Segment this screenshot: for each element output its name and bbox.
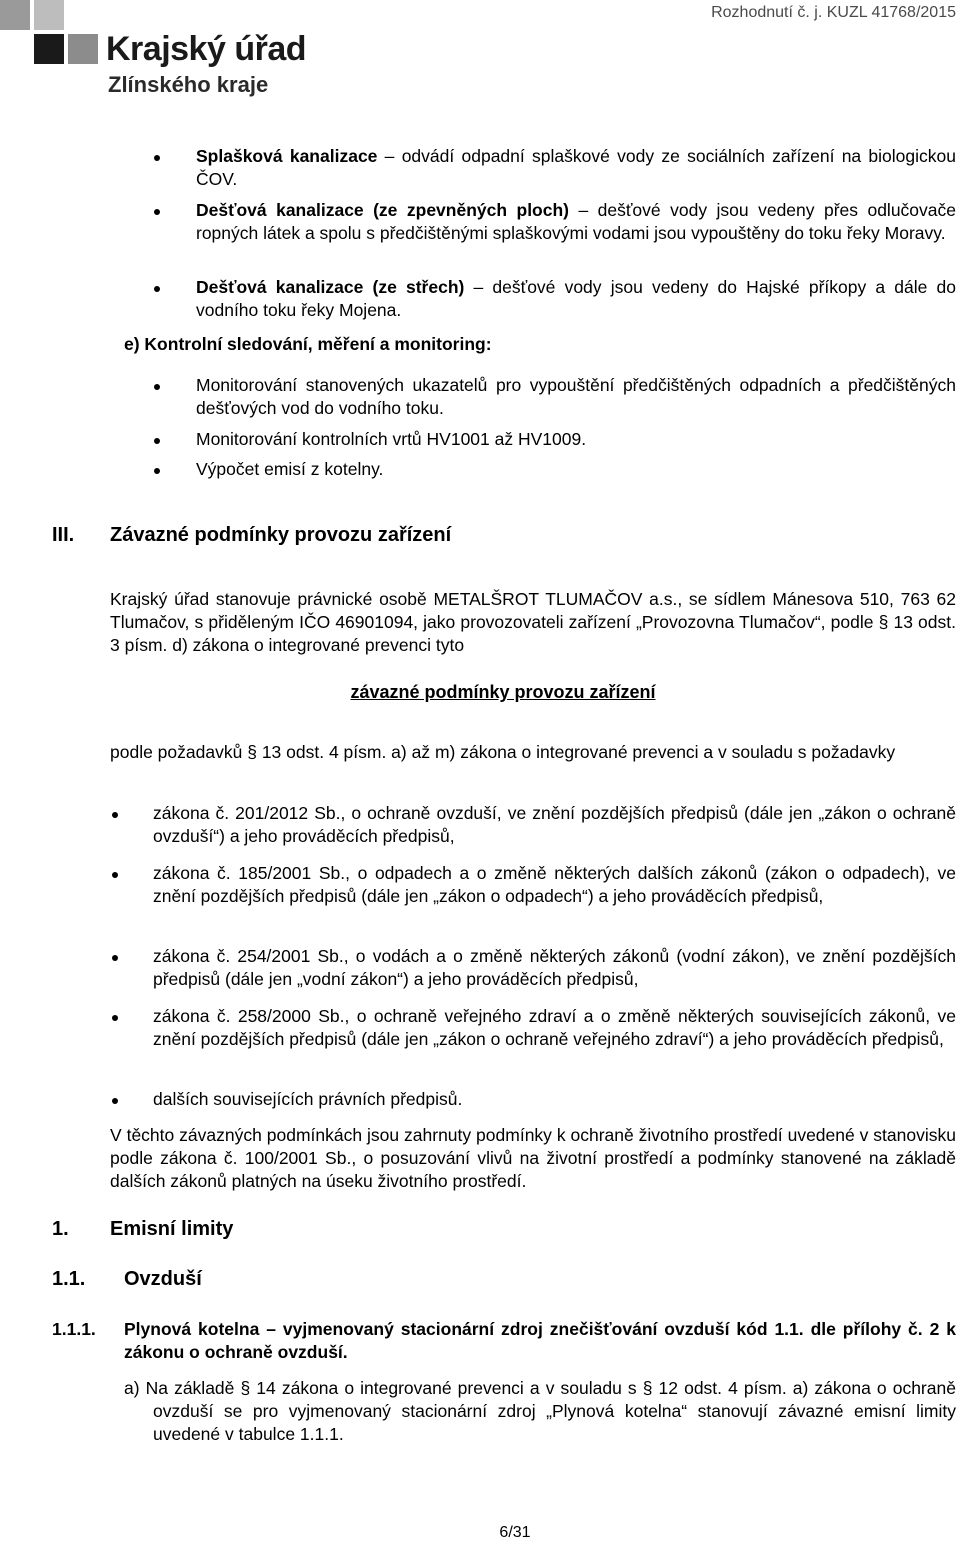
- page-number: 6/31: [499, 1524, 531, 1541]
- section-1-1-number: 1.1.: [52, 1268, 86, 1290]
- section-iii-title: Závazné podmínky provozu zařízení: [110, 524, 452, 546]
- logo-subtitle: Zlínského kraje: [108, 72, 269, 97]
- list-item: Dešťová kanalizace (ze střech) – dešťové vody jsou vedeny do Hajské příkopy a dále do vodního toku řeky Mojena.: [196, 277, 956, 320]
- bullet-icon: [112, 1098, 118, 1104]
- bullet-icon: [112, 1015, 118, 1021]
- bullet-icon: [154, 209, 160, 215]
- logo-title: Krajský úřad: [106, 30, 306, 68]
- logo-square-grey: [68, 34, 98, 64]
- law-item: dalších souvisejících právních předpisů.: [153, 1089, 463, 1109]
- section-sign-icon: §: [878, 612, 889, 632]
- section-sign-icon: §: [240, 1378, 251, 1398]
- bullet-icon: [112, 812, 118, 818]
- section-iii-number: III.: [52, 524, 75, 546]
- section-1-1-1-title: Plynová kotelna – vyjmenovaný stacionární zdroj znečišťování ovzduší kód 1.1. dle přílohy č. 2 k zákonu o ochraně ovzduší.: [124, 1319, 956, 1362]
- law-item: zákona č. 254/2001 Sb., o vodách a o změně některých zákonů (vodní zákon), ve znění pozdějších předpisů (dále jen „vodní zákon“) a jeho prováděcích předpisů,: [153, 946, 956, 989]
- bullet-icon: [154, 384, 160, 390]
- bullet-icon: [154, 438, 160, 444]
- section-sign-icon: §: [642, 1378, 653, 1398]
- closing-paragraph: V těchto závazných podmínkách jsou zahrnuty podmínky k ochraně životního prostředí uvedené v stanovisku podle zákona č. 100/2001 Sb., o posuzování vlivů na životní prostředí a podmínky stanovené na základě dalších zákonů platných na úseku životního prostředí.: [110, 1125, 956, 1191]
- bullet-icon: [112, 955, 118, 961]
- section-iii-intro: Krajský úřad stanovuje právnické osobě METALŠROT TLUMAČOV a.s., se sídlem Mánesova 510, 763 62 Tlumačov, s přiděleným IČO 46901094, jako provozovateli zařízení „Provozovna Tlumačov“, podle § 13 odst. 3 písm. d) zákona o integrované prevenci tyto: [110, 589, 956, 655]
- law-item: zákona č. 201/2012 Sb., o ochraně ovzduší, ve znění pozdějších předpisů (dále jen „zákon o ochraně ovzduší“) a jeho prováděcích předpisů,: [153, 803, 956, 846]
- list-item: Dešťová kanalizace (ze zpevněných ploch) – dešťové vody jsou vedeny přes odlučovače ropných látek a spolu s předčištěnými splaškovými vodami jsou vypouštěny do toku řeky Moravy.: [196, 200, 956, 243]
- law-item: zákona č. 258/2000 Sb., o ochraně veřejného zdraví a o změně některých souvisejících zákonů, ve znění pozdějších předpisů (dále jen „zákon o ochraně veřejného zdraví“) a jeho prováděcích předpisů,: [153, 1006, 956, 1049]
- conditions-heading: závazné podmínky provozu zařízení: [350, 682, 656, 702]
- law-item: zákona č. 185/2001 Sb., o odpadech a o změně některých dalších zákonů (zákon o odpadech), ve znění pozdějších předpisů (dále jen „zákon o odpadech“) a jeho prováděcích předpisů,: [153, 863, 956, 906]
- logo: [0, 0, 320, 100]
- logo-square-dark: [34, 34, 64, 64]
- bullet-icon: [154, 468, 160, 474]
- section-e-heading: e) Kontrolní sledování, měření a monitoring:: [124, 334, 492, 354]
- section-1-title: Emisní limity: [110, 1218, 234, 1240]
- section-1-1-1-number: 1.1.1.: [52, 1319, 96, 1339]
- section-1-1-title: Ovzduší: [124, 1268, 202, 1290]
- document-reference: Rozhodnutí č. j. KUZL 41768/2015: [711, 4, 956, 21]
- bullet-icon: [154, 286, 160, 292]
- bullet-icon: [154, 155, 160, 161]
- bullet-icon: [112, 872, 118, 878]
- logo-square-mid: [34, 0, 64, 30]
- section-1-number: 1.: [52, 1218, 69, 1240]
- requirements-paragraph: podle požadavků § 13 odst. 4 písm. a) až m) zákona o integrované prevenci a v souladu s požadavky: [110, 742, 896, 762]
- item-a: a) Na základě § 14 zákona o integrované prevenci a v souladu s § 12 odst. 4 písm. a) zákona o ochraně ovzduší se pro vyjmenovaný stacionární zdroj „Plynová kotelna“ stanovují závazné emisní limity uvedené v tabulce 1.1.1.: [124, 1378, 956, 1444]
- list-item: Monitorování kontrolních vrtů HV1001 až HV1009.: [196, 429, 587, 449]
- list-item: Výpočet emisí z kotelny.: [196, 459, 384, 479]
- section-sign-icon: §: [247, 742, 257, 762]
- logo-square-light: [0, 0, 30, 30]
- list-item: Monitorování stanovených ukazatelů pro vypouštění předčištěných odpadních a předčištěných dešťových vod do vodního toku.: [196, 375, 956, 418]
- list-item: Splašková kanalizace – odvádí odpadní splaškové vody ze sociálních zařízení na biologickou ČOV.: [196, 146, 956, 189]
